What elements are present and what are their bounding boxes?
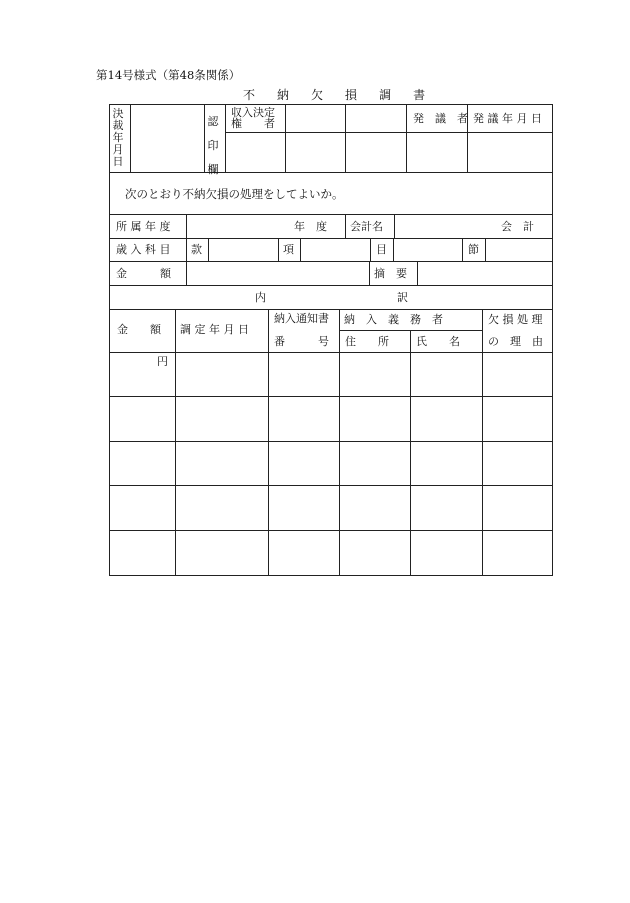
- grid-line: [225, 104, 226, 172]
- col-name-header: 氏 名: [416, 335, 460, 348]
- summary-label: 摘 要: [374, 267, 407, 280]
- decision-date-label: 決 裁 年 月 日: [112, 107, 124, 168]
- grid-line: [300, 238, 301, 261]
- kan-label: 款: [191, 243, 202, 256]
- grid-line: [268, 309, 269, 576]
- seal-column-label: 認 印 欄: [207, 115, 219, 176]
- grid-line: [370, 238, 371, 261]
- title-char: 納: [277, 88, 290, 102]
- grid-line: [109, 238, 553, 239]
- moku-label: 目: [376, 243, 387, 256]
- grid-line: [485, 238, 486, 261]
- grid-line: [278, 238, 279, 261]
- grid-line: [345, 104, 346, 172]
- col-notice-header-1: 納入通知書: [274, 312, 329, 325]
- border-right: [552, 104, 553, 576]
- border-top: [109, 104, 553, 105]
- col-address-header: 住 所: [345, 335, 389, 348]
- grid-line: [186, 214, 187, 238]
- setsu-label: 節: [468, 243, 479, 256]
- grid-line: [417, 261, 418, 285]
- table-row-divider: [109, 396, 553, 397]
- grid-line: [394, 214, 395, 238]
- grid-line: [462, 238, 463, 261]
- account-suffix: 会 計: [501, 220, 534, 233]
- grid-line: [393, 238, 394, 261]
- grid-line: [204, 104, 205, 172]
- col-amount-header: 金 額: [117, 323, 161, 336]
- grid-line: [339, 309, 340, 576]
- grid-line: [225, 132, 553, 133]
- grid-line: [369, 261, 370, 285]
- kou-label: 項: [283, 243, 294, 256]
- grid-line: [186, 238, 187, 261]
- grid-line: [410, 330, 411, 576]
- issue-date-label: 発 議 年 月 日: [473, 112, 542, 125]
- col-notice-header-2: 番 号: [274, 335, 329, 348]
- grid-line: [109, 285, 553, 286]
- border-left: [109, 104, 110, 576]
- fiscal-year-suffix: 年 度: [294, 220, 327, 233]
- col-reason-header-1: 欠 損 処 理: [488, 313, 543, 326]
- grid-line: [109, 261, 553, 262]
- amount-label: 金 額: [116, 267, 171, 280]
- yen-unit: 円: [157, 355, 168, 368]
- breakdown-heading-left: 内: [255, 291, 266, 304]
- grid-line: [109, 172, 553, 173]
- col-date-header: 調 定 年 月 日: [180, 323, 249, 336]
- title-char: 欠: [311, 88, 324, 102]
- col-reason-header-2: の 理 由: [488, 335, 543, 348]
- fiscal-year-label: 所 属 年 度: [116, 220, 171, 233]
- authority-label-1: 収入決定: [231, 106, 275, 119]
- table-row-divider: [109, 441, 553, 442]
- account-label: 会計名: [350, 220, 383, 233]
- title-char: 調: [379, 88, 392, 102]
- form-number: 第14号様式（第48条関係）: [96, 68, 241, 82]
- title-char: 書: [413, 88, 426, 102]
- grid-line: [208, 238, 209, 261]
- grid-line: [406, 104, 407, 172]
- revenue-item-label: 歳 入 科 目: [116, 243, 171, 256]
- table-row-divider: [109, 485, 553, 486]
- authority-label-2: 権 者: [231, 117, 275, 130]
- title-char: 不: [243, 88, 256, 102]
- breakdown-heading-right: 訳: [397, 291, 408, 304]
- grid-line: [345, 214, 346, 238]
- grid-line: [175, 309, 176, 576]
- title-char: 損: [345, 88, 358, 102]
- col-obligor-header: 納 入 義 務 者: [344, 313, 443, 326]
- grid-line: [285, 104, 286, 172]
- grid-line: [186, 261, 187, 285]
- request-text: 次のとおり不納欠損の処理をしてよいか。: [125, 187, 344, 201]
- issuer-label: 発 議 者: [413, 112, 468, 125]
- table-row-divider: [109, 530, 553, 531]
- grid-line: [109, 214, 553, 215]
- grid-line: [130, 104, 131, 172]
- grid-line: [482, 309, 483, 576]
